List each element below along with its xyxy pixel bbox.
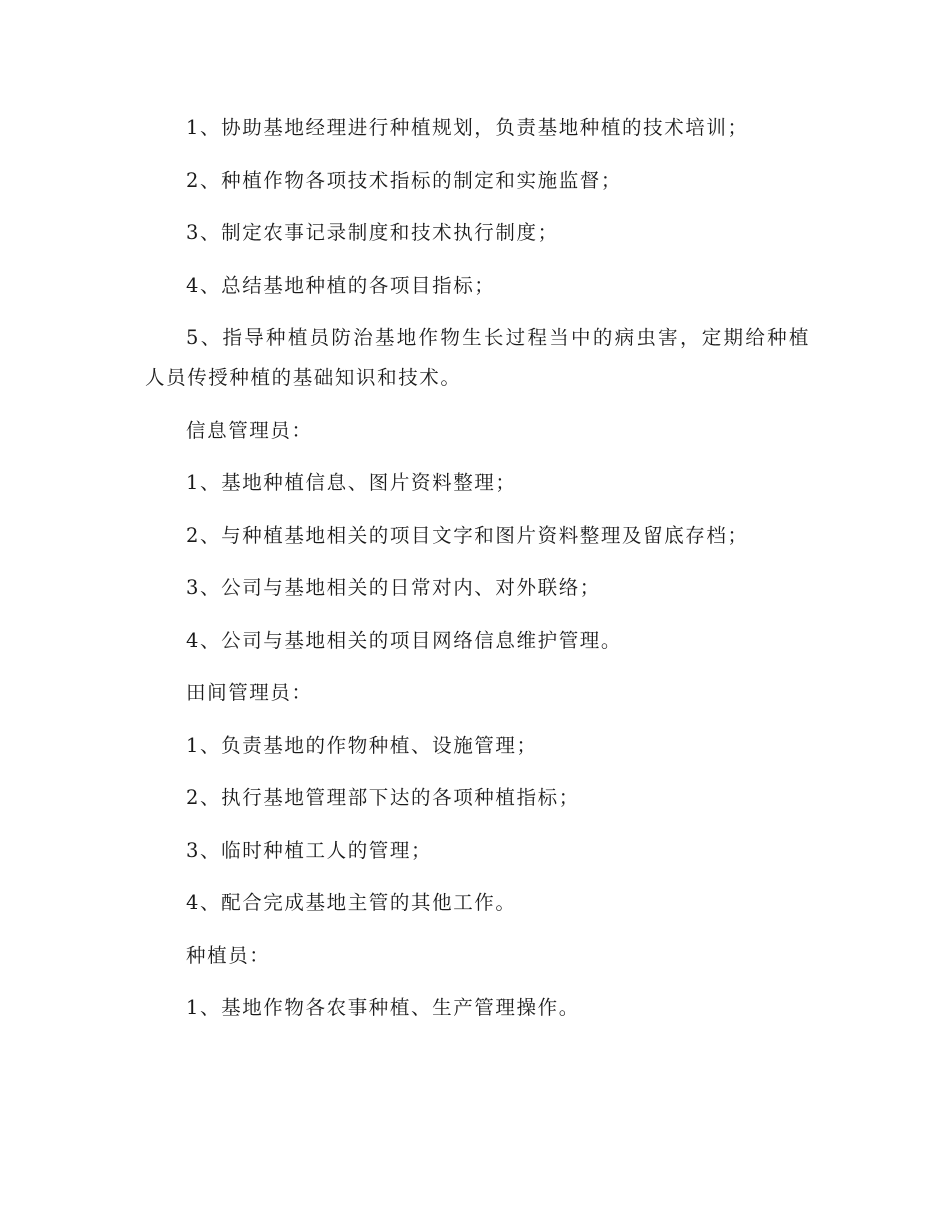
paragraph-tech-duty-3: 3、制定农事记录制度和技术执行制度； bbox=[186, 221, 559, 244]
section-heading-planter: 种植员： bbox=[186, 943, 271, 967]
paragraph-info-duty-4: 4、公司与基地相关的项目网络信息维护管理。 bbox=[186, 628, 623, 652]
paragraph-tech-duty-2: 2、种植作物各项技术指标的制定和实施监督； bbox=[186, 168, 623, 192]
paragraph-tech-duty-1: 1、协助基地经理进行种植规划，负责基地种植的技术培训； bbox=[186, 116, 749, 139]
paragraph-field-duty-2: 2、执行基地管理部下达的各项种植指标； bbox=[186, 786, 580, 809]
paragraph-field-duty-1: 1、负责基地的作物种植、设施管理； bbox=[186, 733, 538, 757]
paragraph-info-duty-3: 3、公司与基地相关的日常对内、对外联络； bbox=[186, 576, 601, 599]
section-heading-info-manager: 信息管理员： bbox=[186, 418, 313, 442]
paragraph-tech-duty-4: 4、总结基地种植的各项目指标； bbox=[186, 273, 496, 297]
paragraph-tech-duty-5: 5、指导种植员防治基地作物生长过程当中的病虫害，定期给种植人员传授种植的基础知识和技术。 bbox=[145, 326, 810, 389]
paragraph-planter-duty-1: 1、基地作物各农事种植、生产管理操作。 bbox=[186, 996, 580, 1019]
document-body bbox=[145, 108, 810, 1041]
paragraph-field-duty-4: 4、配合完成基地主管的其他工作。 bbox=[186, 891, 517, 914]
paragraph-info-duty-2: 2、与种植基地相关的项目文字和图片资料整理及留底存档； bbox=[186, 523, 749, 547]
paragraph-field-duty-3: 3、临时种植工人的管理； bbox=[186, 838, 433, 862]
section-heading-field-manager: 田间管理员： bbox=[186, 681, 313, 704]
paragraph-info-duty-1: 1、基地种植信息、图片资料整理； bbox=[186, 471, 517, 494]
